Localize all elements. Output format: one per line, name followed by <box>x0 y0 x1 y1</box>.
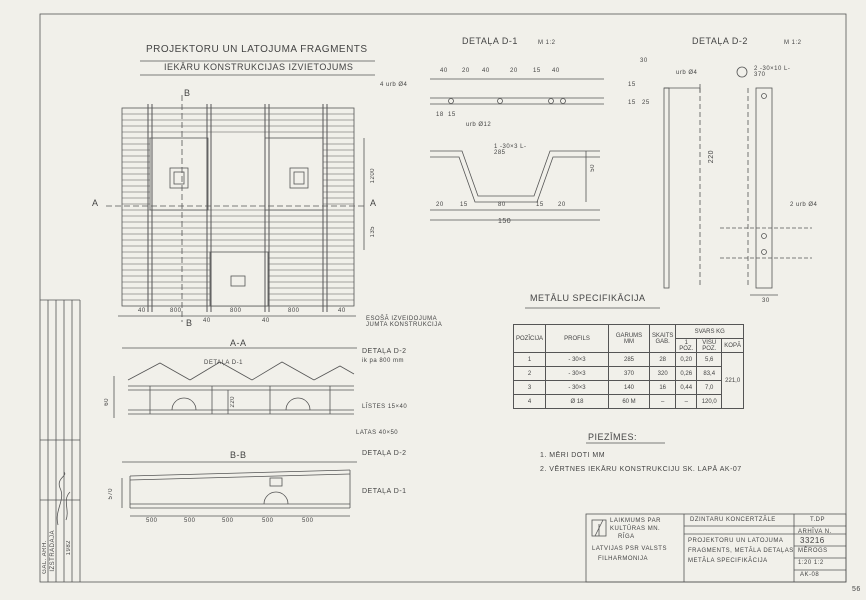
bb-detail-d2: DETAĻA D-2 <box>362 450 407 457</box>
page-corner-number: 56 <box>852 586 861 593</box>
d2-dim-side: 15 <box>628 82 636 88</box>
side-role-1: GAL. ARH. <box>42 540 48 574</box>
spec-cell: Ø 18 <box>546 395 609 409</box>
d1-urb-note: urb Ø12 <box>466 122 492 128</box>
cut-label-a-left: A <box>92 198 99 208</box>
spec-cell: 0,44 <box>676 381 697 395</box>
cut-label-b-bottom: B <box>186 318 193 328</box>
d1-dim-bottom: 15 <box>536 202 544 208</box>
aa-detail-d2-sub: ik pa 800 mm <box>362 358 405 364</box>
frame-border <box>40 14 846 582</box>
note-item: 1. MĒRI DOTI MM <box>540 452 606 459</box>
plan-dim: 40 <box>262 318 270 324</box>
spec-cell: – <box>650 395 676 409</box>
spec-cell: - 30×3 <box>546 381 609 395</box>
spec-row <box>514 353 744 367</box>
spec-cell: 5,6 <box>697 353 722 367</box>
spec-cell: 0,20 <box>676 353 697 367</box>
spec-cell: 1 <box>514 353 546 367</box>
sheet-number: AK-08 <box>800 572 820 578</box>
spec-cell: 285 <box>609 353 650 367</box>
spec-header-svars: SVARS KG <box>676 325 744 339</box>
side-role-2: IZSTRĀDĀJA <box>50 530 56 572</box>
client-line1: LATVIJAS PSR VALSTS <box>592 546 667 552</box>
spec-cell: 83,4 <box>697 367 722 381</box>
plan-dim: 40 <box>203 318 211 324</box>
d1-dim-bottom: 20 <box>558 202 566 208</box>
spec-cell: 320 <box>650 367 676 381</box>
spec-cell: 60 M <box>609 395 650 409</box>
signature-mark <box>52 470 76 530</box>
plan-dim: 800 <box>170 308 182 314</box>
archive-number: 33216 <box>800 536 825 545</box>
plan-opening-bottom <box>210 252 268 306</box>
d1-dim-bottom: 15 <box>460 202 468 208</box>
spec-header-profils: PROFILS <box>546 325 609 353</box>
d2-dim-side: 25 <box>642 100 650 106</box>
sheet-title-3: METĀLA SPECIFIKĀCIJA <box>688 558 768 564</box>
bb-dim: 500 <box>184 518 196 524</box>
d1-dim: 20 <box>462 68 470 74</box>
d1-dim: 40 <box>440 68 448 74</box>
spec-table <box>513 324 744 409</box>
bb-dim: 500 <box>262 518 274 524</box>
d1-dim: 40 <box>552 68 560 74</box>
spec-header-skaits: SKAITS GAB. <box>650 325 676 353</box>
spec-total: 221,0 <box>722 353 744 409</box>
sheet-title-2: FRAGMENTS, METĀLA DETAĻAS <box>688 548 794 554</box>
client-line2: FILHARMONIJA <box>598 556 649 562</box>
aa-dim-mid: 220 <box>230 396 236 408</box>
org-line1: LAIKMUMS PAR <box>610 518 661 524</box>
spec-sub-kopa: KOPĀ <box>722 339 744 353</box>
detail-d1-scale: M 1:2 <box>538 40 556 46</box>
d2-side-strip <box>664 88 669 288</box>
d2-dim-side: 15 <box>628 100 636 106</box>
d2-urb-top: urb Ø4 <box>676 70 698 76</box>
spec-cell: - 30×3 <box>546 353 609 367</box>
section-aa-title: A-A <box>230 338 247 348</box>
d1-dim: 40 <box>482 68 490 74</box>
spec-cell: 0,26 <box>676 367 697 381</box>
main-title-line2: IEKĀRU KONSTRUKCIJAS IZVIETOJUMS <box>164 62 354 72</box>
plan-dim-right-1: 1200 <box>370 168 376 184</box>
bb-dim-left: 570 <box>108 488 114 500</box>
notes-title: PIEZĪMES: <box>588 432 638 442</box>
plan-dim: 800 <box>230 308 242 314</box>
plan-dim: 40 <box>338 308 346 314</box>
spec-cell: 120,0 <box>697 395 722 409</box>
spec-cell: 370 <box>609 367 650 381</box>
plan-dim: 800 <box>288 308 300 314</box>
d1-strip-note: 1 -30×3 L-285 <box>494 144 527 156</box>
d1-dim: 15 <box>533 68 541 74</box>
cut-label-a-right: A <box>370 198 377 208</box>
aa-detail-d2: DETAĻA D-2 <box>362 348 407 355</box>
d2-height: 220 <box>708 150 715 164</box>
spec-cell: - 30×3 <box>546 367 609 381</box>
org-line3: RĪGA <box>618 534 635 540</box>
d2-bottom-dim: 30 <box>762 298 770 304</box>
d1-total: 150 <box>498 218 512 225</box>
spec-cell: 7,0 <box>697 381 722 395</box>
spec-sub-1poz: 1 POZ. <box>676 339 697 353</box>
d1-dim-bottom: 20 <box>436 202 444 208</box>
aa-listes: LĪSTES 15×40 <box>362 404 408 410</box>
bb-dim: 500 <box>222 518 234 524</box>
section-aa-roof-1 <box>128 363 190 380</box>
d1-hole-note: 4 urb Ø4 <box>380 82 408 88</box>
scale-value: 1:20 1:2 <box>798 560 824 566</box>
org-line2: KULTŪRAS MN. <box>610 526 661 532</box>
section-bb-title: B-B <box>230 450 247 460</box>
spec-header-garums: GARUMS MM <box>609 325 650 353</box>
d2-urb-bottom: 2 urb Ø4 <box>790 202 818 208</box>
aa-latas: LATAS 40×50 <box>356 430 399 436</box>
aa-detail-d1: DETAĻA D-1 <box>204 360 243 366</box>
spec-header-row <box>514 325 744 339</box>
sheet-title-1: PROJEKTORU UN LATOJUMA <box>688 538 784 544</box>
side-year: 1982 <box>66 540 72 556</box>
d1-small: 18 <box>436 112 444 118</box>
spec-cell: 2 <box>514 367 546 381</box>
spec-title: METĀLU SPECIFIKĀCIJA <box>530 293 646 303</box>
d1-bent-strip <box>430 151 600 196</box>
detail-d2-title: DETAĻA D-2 <box>692 36 748 46</box>
spec-cell: 140 <box>609 381 650 395</box>
spec-cell: – <box>676 395 697 409</box>
note-item: 2. VĒRTNES IEKĀRU KONSTRUKCIJU SK. LAPĀ AK-07 <box>540 466 742 473</box>
archive-label: ARHĪVA N. <box>798 529 832 535</box>
cut-label-b-top: B <box>184 88 191 98</box>
project-name: DZINTARU KONCERTZĀLE <box>690 517 776 523</box>
detail-d1-title: DETAĻA D-1 <box>462 36 518 46</box>
aa-roof-note: ESOŠĀ IZVEIDOJUMA JUMTA KONSTRUKCIJA <box>366 316 443 328</box>
projector-opening-left <box>150 138 208 210</box>
spec-row <box>514 381 744 395</box>
spec-cell: 28 <box>650 353 676 367</box>
spec-cell: 16 <box>650 381 676 395</box>
spec-sub-visu: VISU POZ. <box>697 339 722 353</box>
detail-d2-scale: M 1:2 <box>784 40 802 46</box>
aa-dim-left: 60 <box>104 398 110 406</box>
project-stage: T.DP <box>810 517 826 523</box>
spec-row <box>514 395 744 409</box>
main-title-line1: PROJEKTORU UN LATOJUMA FRAGMENTS <box>146 44 368 55</box>
d1-small: 15 <box>448 112 456 118</box>
bb-dim: 500 <box>302 518 314 524</box>
d1-height: 50 <box>590 164 596 172</box>
d1-dim-bottom: 80 <box>498 202 506 208</box>
plan-dim: 40 <box>138 308 146 314</box>
spec-cell: 4 <box>514 395 546 409</box>
plan-dim-right-2: 135 <box>370 226 376 238</box>
bb-dim: 500 <box>146 518 158 524</box>
d1-dim: 20 <box>510 68 518 74</box>
scale-label: MĒROGS <box>798 548 828 554</box>
spec-header-poz: POZĪCIJA <box>514 325 546 353</box>
spec-cell: 3 <box>514 381 546 395</box>
d2-strip-note: 2 -30×10 L-370 <box>754 66 791 78</box>
bb-detail-d1: DETAĻA D-1 <box>362 488 407 495</box>
d2-top-dim: 30 <box>640 58 648 64</box>
spec-row <box>514 367 744 381</box>
